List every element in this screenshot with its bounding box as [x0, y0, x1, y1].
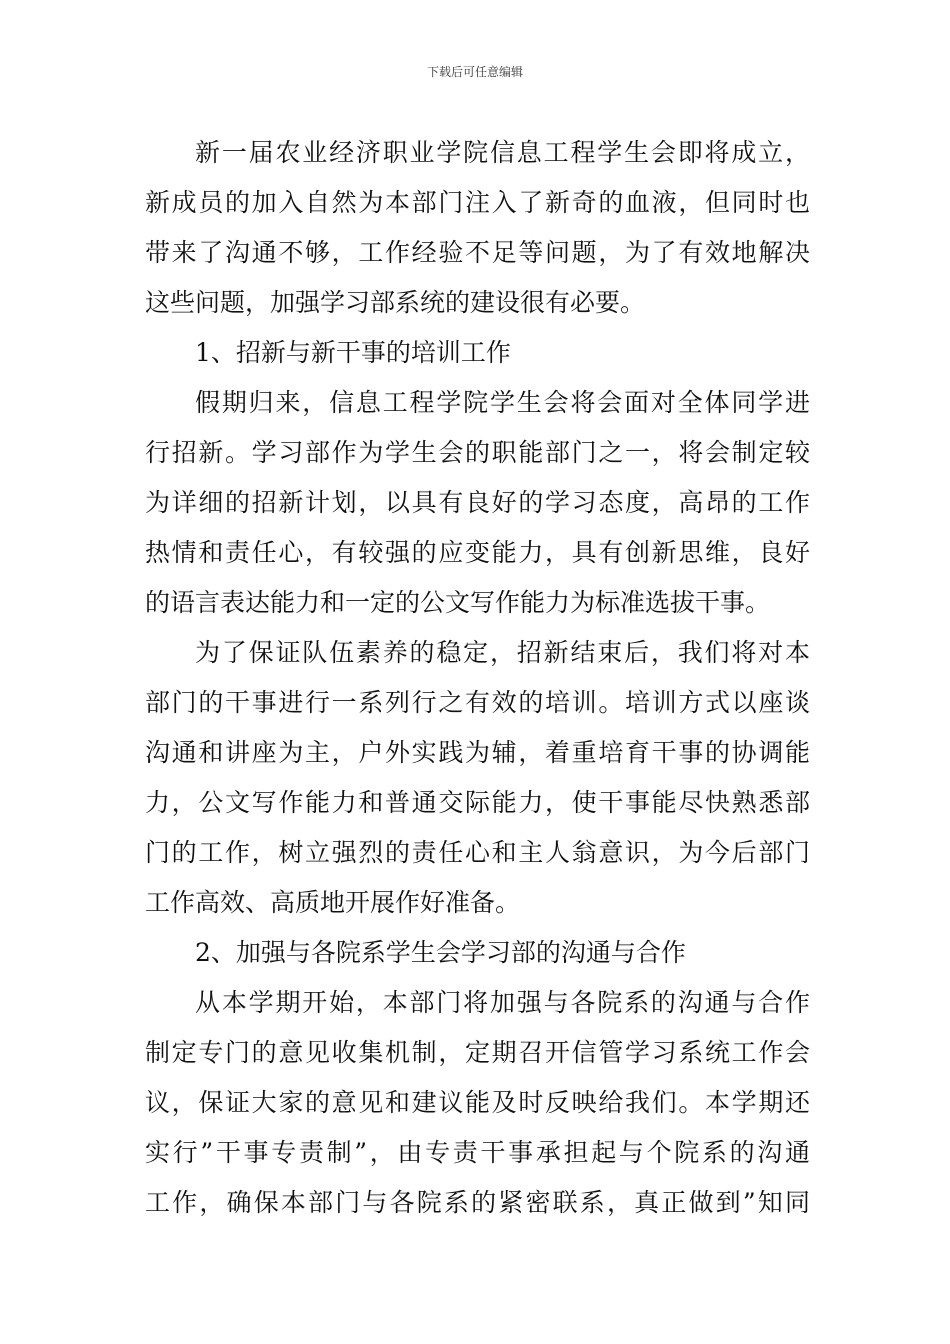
page-header: 下载后可任意编辑 [426, 65, 523, 79]
paragraph-line: 工作，确保本部门与各院系的紧密联系，真正做到”知同 [145, 1188, 810, 1217]
paragraph-line: 门的工作，树立强烈的责任心和主人翁意识，为今后部门 [145, 838, 810, 867]
section-heading: 2、加强与各院系学生会学习部的沟通与合作 [195, 938, 686, 967]
paragraph-line: 工作高效、高质地开展作好准备。 [145, 888, 521, 917]
paragraph-line: 从本学期开始，本部门将加强与各院系的沟通与合作 [195, 988, 810, 1017]
paragraph-line: 实行”干事专责制”，由专责干事承担起与个院系的沟通 [145, 1138, 810, 1167]
document-body [145, 128, 810, 1228]
section-heading: 1、招新与新干事的培训工作 [195, 338, 511, 367]
paragraph-line: 新一届农业经济职业学院信息工程学生会即将成立， [195, 138, 810, 167]
paragraph-line: 力，公文写作能力和普通交际能力，使干事能尽快熟悉部 [145, 788, 810, 817]
paragraph-line: 新成员的加入自然为本部门注入了新奇的血液，但同时也 [145, 188, 810, 217]
paragraph-line: 热情和责任心，有较强的应变能力，具有创新思维，良好 [145, 538, 810, 567]
paragraph-line: 这些问题，加强学习部系统的建设很有必要。 [145, 288, 646, 317]
paragraph-line: 行招新。学习部作为学生会的职能部门之一，将会制定较 [145, 438, 810, 467]
paragraph-line: 带来了沟通不够，工作经验不足等问题，为了有效地解决 [145, 238, 810, 267]
paragraph-line: 的语言表达能力和一定的公文写作能力为标准选拔干事。 [145, 588, 771, 617]
paragraph-line: 假期归来，信息工程学院学生会将会面对全体同学进 [195, 388, 810, 417]
paragraph-line: 沟通和讲座为主，户外实践为辅，着重培育干事的协调能 [145, 738, 810, 767]
paragraph-line: 部门的干事进行一系列行之有效的培训。培训方式以座谈 [145, 688, 810, 717]
paragraph-line: 制定专门的意见收集机制，定期召开信管学习系统工作会 [145, 1038, 810, 1067]
paragraph-line: 为详细的招新计划，以具有良好的学习态度，高昂的工作 [145, 488, 810, 517]
paragraph-line: 为了保证队伍素养的稳定，招新结束后，我们将对本 [195, 638, 810, 667]
paragraph-line: 议，保证大家的意见和建议能及时反映给我们。本学期还 [145, 1088, 810, 1117]
